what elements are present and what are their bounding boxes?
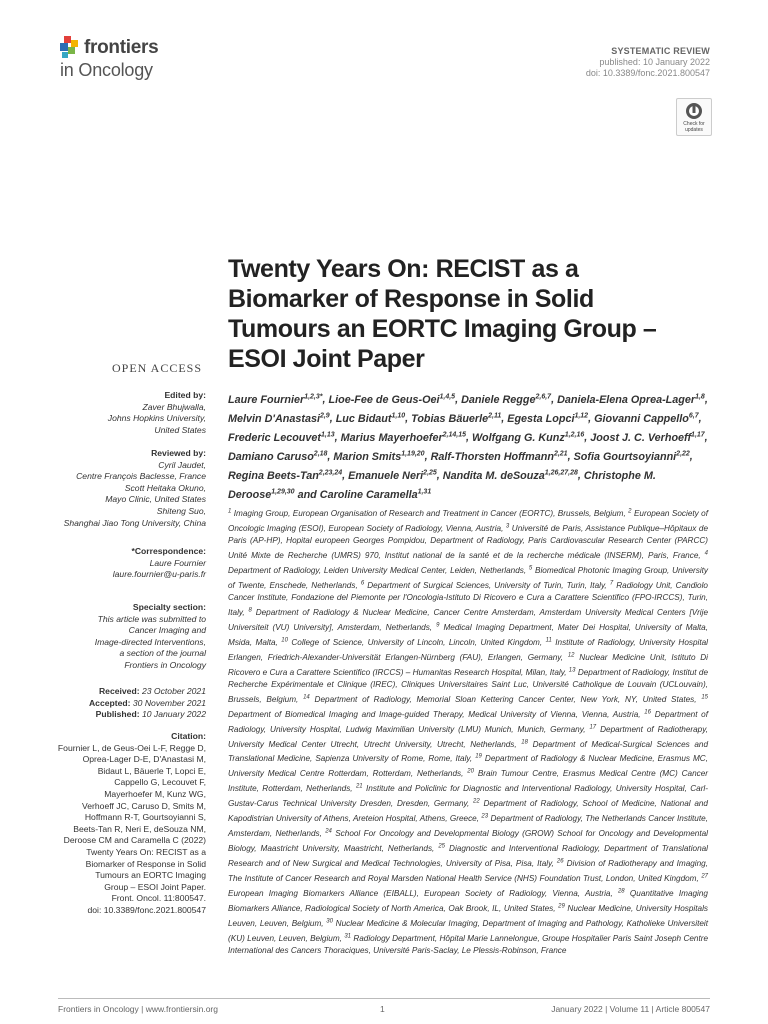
affiliation-number: 23 — [481, 813, 489, 820]
affiliation-marker: 2,22 — [676, 450, 690, 458]
affiliation-item: $^7$ Radiology Unit, Candiolo Cancer Institute, Fondazione del Piemonte per l'Oncologia-Istituto Di Ricovero e Cura a Carattere Scientifico (FPO-IRCCS), Turin, Italy, — [228, 579, 708, 617]
affiliation-number: 14 — [303, 693, 310, 700]
author-name[interactable]: Regina Beets-Tan$^{2,23,24}$ — [228, 469, 343, 482]
accepted-date: Accepted: 30 November 2021 — [88, 697, 206, 708]
author-name[interactable]: Egesta Lopci$^{1,12}$ — [507, 412, 589, 425]
author-name[interactable]: Daniele Regge$^{2,6,7}$ — [461, 393, 552, 406]
affiliation-item: $^5$ Biomedical Photonic Imaging Group, University of Twente, Enschede, Netherlands, — [228, 565, 709, 590]
citation-line: Group – ESOI Joint Paper. — [104, 881, 206, 892]
citation-line: Cappello G, Lecouvet F, — [114, 777, 206, 788]
affiliation-number: 3 — [505, 522, 510, 529]
author-name[interactable]: and Caroline Caramella$^{1,31}$ — [297, 488, 432, 502]
citation-line: doi: 10.3389/fonc.2021.800547 — [87, 904, 206, 915]
citation-section — [28, 731, 206, 917]
affiliation-number: 27 — [701, 873, 708, 880]
affiliation-number: 31 — [344, 932, 351, 939]
reviewer-line: Cyril Jaudet, — [158, 459, 206, 470]
affiliation-marker: 2,23,24 — [318, 469, 343, 477]
affiliation-marker: 1,8 — [695, 393, 705, 400]
affiliation-marker: 2,14,15 — [442, 431, 467, 439]
edited-by-label: Edited by: — [164, 390, 206, 400]
citation-line: Mayerhoefer M, Kunz WG, — [104, 788, 206, 799]
affiliation-number: 6 — [360, 579, 365, 586]
affiliation-marker: 1,31 — [417, 488, 432, 496]
dates-section — [28, 686, 206, 721]
affiliation-number: 16 — [644, 708, 651, 715]
affiliation-item: $^{27}$ European Imaging Biomarkers Alliance (EIBALL), European Society of Radiology, Vienna, Austria, — [228, 873, 708, 898]
author-name[interactable]: Ralf-Thorsten Hoffmann$^{2,21}$ — [430, 450, 568, 463]
specialty-line: Image-directed Interventions, — [94, 636, 206, 647]
affiliation-number: 1 — [228, 508, 232, 514]
received-date: Received: 23 October 2021 — [98, 686, 206, 696]
affiliation-item: $^{13}$ Department of Radiology, Institut de Recherche Expérimentale et Clinique (IREC), Cliniques Universitaires Saint Luc, Université Catholique de Louvain (UCLouvain), Brussels, Belgium, — [228, 666, 708, 704]
affiliation-number: 28 — [617, 888, 625, 895]
affiliation-marker: 1,13 — [321, 431, 335, 439]
specialty-section — [28, 602, 206, 672]
affiliation-marker: 1,2,3* — [304, 393, 323, 400]
author-name[interactable]: Joost J. C. Verhoeff$^{1,17}$ — [590, 431, 705, 444]
affiliation-item: $^{17}$ Department of Radiotherapy, University Medical Center Utrecht, Utrecht University, Utrecht, Netherlands, — [228, 723, 708, 749]
affiliation-item: $^{16}$ Department of Radiology, University Hospital, Ludwig Maximilian University (LMU) Munich, Munich, Germany, — [228, 708, 709, 734]
author-name[interactable]: Nandita M. deSouza$^{1,26,27,28}$ — [442, 469, 578, 482]
reviewer-line: Centre François Baclesse, France — [76, 471, 206, 482]
editor-line: United States — [154, 424, 206, 435]
affiliation-item: $^{29}$ Nuclear Medicine, University Hospitals Leuven, Leuven, Belgium, — [228, 903, 708, 928]
reviewer-line: Shanghai Jiao Tong University, China — [63, 517, 206, 528]
page-number: 1 — [380, 1004, 385, 1014]
affiliation-item: $^4$ Department of Radiology, Leiden University Medical Center, Leiden, Netherlands, — [228, 550, 708, 575]
affiliation-number: 21 — [355, 783, 363, 790]
affiliation-item: $^3$ Université de Paris, Assistance Publique–Hôpitaux de Paris (AP-HP), Hopital europeen Georges Pompidou, Department of Radiology, Paris Cardiovascular Research Center (PARCC) Unité Mixte de Recherche (UMRS) 970, Institut national de la santé et de la recherche médicale (INSERM), Paris, France, — [228, 522, 708, 560]
affiliation-number: 12 — [567, 651, 575, 658]
correspondence-name: Laure Fournier — [149, 557, 206, 568]
editor-line: Zaver Bhujwalla, — [142, 401, 206, 412]
affiliation-number: 18 — [521, 738, 528, 745]
citation-line: Bidaut L, Bäuerle T, Lopci E, — [97, 765, 206, 776]
affiliation-item: $^{25}$ Diagnostic and Interventional Radiology, Department of Translational Research and of New Surgical and Medical Technologies, University of Pisa, Pisa, Italy, — [228, 843, 708, 869]
affiliation-number: 19 — [475, 753, 482, 760]
citation-line: Tumours an EORTC Imaging — [95, 870, 206, 881]
editor-line: Johns Hopkins University, — [107, 413, 206, 424]
citation-line: Fournier L, de Geus-Oei L-F, Regge D, — [57, 742, 206, 753]
journal-logo[interactable] — [58, 34, 198, 82]
reviewed-by-label: Reviewed by: — [151, 448, 206, 458]
affiliation-number: 25 — [438, 843, 446, 850]
citation-line: Oprea-Lager D-E, D'Anastasi M, — [82, 754, 206, 765]
affiliation-marker: 1,10 — [391, 412, 406, 420]
author-name[interactable]: Frederic Lecouvet$^{1,13}$ — [228, 431, 335, 444]
author-name[interactable]: Daniela-Elena Oprea-Lager$^{1,8}$ — [557, 393, 705, 406]
affiliation-number: 29 — [558, 903, 565, 910]
affiliation-item: $^{18}$ Department of Medical-Surgical Sciences and Translational Medicine, Sapienza University of Rome, Rome, Italy, — [228, 738, 709, 764]
logo-word-frontiers: frontiers — [84, 37, 159, 58]
open-access-label: OPEN ACCESS — [112, 361, 203, 375]
affiliation-marker: 2,9 — [319, 412, 330, 420]
reviewer-line: Mayo Clinic, United States — [105, 494, 206, 505]
affiliation-item: $^{28}$ Quantitative Imaging Biomarkers Alliance, Radiological Society of North America, Oak Brook, IL, United States, — [228, 888, 708, 913]
author-name[interactable]: Christophe M. Deroose$^{1,29,30}$ — [228, 469, 656, 502]
correspondence-email-link[interactable]: laure.fournier@u-paris.fr — [112, 569, 206, 580]
footer-divider — [58, 998, 710, 999]
affiliations — [228, 505, 708, 957]
affiliation-marker: 1,2,16 — [564, 431, 585, 439]
affiliation-item: $^{31}$ Radiology Department, Hôpital Marie Lannelongue, Groupe Hospitalier Paris Saint Joseph Centre International des Cancers Thoraciques, Université Paris-Saclay, Le Plessis-Robinson, France — [228, 932, 709, 955]
affiliation-number: 26 — [556, 858, 564, 865]
citation-line: Verhoeff JC, Caruso D, Smits M, — [81, 800, 206, 811]
affiliation-item: $^{26}$ Division of Radiotherapy and Imaging, The Institute of Cancer Research and Royal Marsden National Health Service (NHS) Foundation Trust, London, United Kingdom, — [228, 858, 709, 883]
affiliation-item: $^{24}$ School For Oncology and Developmental Biology (GROW) School for Oncology and Developmental Biology, Maastricht University, Maastricht, Netherlands, — [228, 828, 708, 854]
affiliation-item: $^{14}$ Department of Radiology, Memorial Sloan Kettering Cancer Center, New York, NY, United States, — [303, 693, 697, 704]
affiliation-marker: 2,21 — [553, 450, 568, 458]
affiliation-number: 4 — [704, 550, 708, 557]
author-name[interactable]: Giovanni Cappello$^{6,7}$ — [594, 412, 699, 425]
footer-issue-info: January 2022 | Volume 11 | Article 800547 — [551, 1004, 710, 1014]
author-name[interactable]: Sofia Gourtsoyianni$^{2,22}$ — [573, 450, 690, 463]
affiliation-number: 15 — [701, 693, 709, 700]
affiliation-number: 13 — [568, 666, 576, 673]
affiliation-marker: 2,18 — [313, 450, 328, 458]
specialty-line: This article was submitted to — [97, 613, 206, 624]
check-for-updates-icon — [685, 102, 703, 120]
author-name[interactable]: Melvin D'Anastasi$^{2,9}$ — [228, 412, 330, 425]
affiliation-number: 11 — [545, 636, 552, 643]
published-date: published: 10 January 2022 — [599, 57, 710, 67]
affiliation-number: 17 — [589, 723, 597, 730]
affiliation-number: 5 — [528, 565, 533, 572]
author-name[interactable]: Wolfgang G. Kunz$^{1,2,16}$ — [472, 431, 585, 444]
article-type: SYSTEMATIC REVIEW — [611, 46, 710, 56]
published-date-sidebar: Published: 10 January 2022 — [95, 709, 206, 720]
author-name[interactable]: Marius Mayerhoefer$^{2,14,15}$ — [340, 431, 467, 444]
citation-line: Deroose CM and Caramella C (2022) — [63, 835, 206, 846]
author-name[interactable]: Tobias Bäuerle$^{2,11}$ — [411, 412, 502, 425]
affiliation-marker: 1,12 — [574, 412, 589, 420]
specialty-section-label: Specialty section: — [132, 602, 206, 612]
check-for-updates-label: Check for updates — [683, 121, 705, 133]
affiliation-marker: 2,25 — [423, 469, 437, 477]
affiliation-item: $^{12}$ Nuclear Medicine Unit, Istituto Di Ricovero e Cura a Carattere Scientifico (IRCCS) – Humanitas Research Hospital, Milan, Italy, — [228, 651, 708, 677]
specialty-line: Frontiers in Oncology — [124, 659, 206, 670]
reviewer-line: Shiteng Suo, — [156, 505, 206, 516]
affiliation-marker: 1,4,5 — [439, 393, 456, 400]
affiliation-marker: 1,29,30 — [271, 488, 295, 496]
citation-line: Front. Oncol. 11:800547. — [111, 893, 206, 904]
affiliation-marker: 6,7 — [688, 412, 699, 420]
affiliation-item: $^9$ Medical Imaging Department, Mater Dei Hospital, University of Malta, Msida, Malta, — [228, 622, 708, 647]
author-name[interactable]: Luc Bidaut$^{1,10}$ — [335, 412, 406, 425]
affiliation-item: $^2$ European Society of Oncologic Imaging (ESOI), European Society of Radiology, Vienna, Austria, — [228, 508, 708, 533]
affiliation-number: 30 — [326, 918, 333, 925]
affiliation-marker: 2,11 — [488, 412, 502, 420]
author-name[interactable]: Lioe-Fee de Geus-Oei$^{1,4,5}$ — [328, 393, 456, 406]
doi-link[interactable]: doi: 10.3389/fonc.2021.800547 — [585, 68, 710, 78]
author-name[interactable]: Laure Fournier$^{1,2,3*}$ — [228, 393, 323, 406]
specialty-line: a section of the journal — [119, 648, 206, 659]
affiliation-item: $^8$ Department of Radiology & Nuclear Medicine, Cancer Centre Amsterdam, Amsterdam University Medical Centers [Vrije Universiteit (VU) University], Amsterdam, Netherlands, — [228, 607, 708, 632]
citation-line: Beets-Tan R, Neri E, deSouza NM, — [73, 823, 206, 834]
affiliation-number: 22 — [473, 798, 480, 805]
author-list: Laure Fournier$^{1,2,3*}$, Lioe-Fee de Geus-Oei$^{1,4,5}$, Daniele Regge$^{2,6,7}$, Daniela-Elena Oprea-Lager$^{1,8}$, Melvin D'Anastasi$^{2,9}$, Luc Bidaut$^{1,10}$, Tobias Bäuerle$^{2,11}$, Egesta Lopci$^{1,12}$, Giovanni Cappello$^{6,7}$, Frederic Lecouvet$^{1,13}$, Marius Mayerhoefer$^{2,14,15}$, Wolfgang G. Kunz$^{1,2,16}$, Joost J. C. Verhoeff$^{1,17}$, Damiano Caruso$^{2,18}$, Marion Smits$^{1,19,20}$, Ralf-Thorsten Hoffmann$^{2,21}$, Sofia Gourtsoyianni$^{2,22}$, Regina Beets-Tan$^{2,23,24}$, Emanuele Neri$^{2,25}$, Nandita M. deSouza$^{1,26,27,28}$, Christophe M. Deroose$^{1,29,30}$ and Caroline Caramella$^{1,31}$ — [228, 393, 708, 502]
affiliation-item: $^{19}$ Department of Radiology & Nuclear Medicine, Erasmus MC, University Medical Centre Rotterdam, Rotterdam, Netherlands, — [228, 753, 708, 779]
reviewer-line: Scott Heitaka Okuno, — [124, 482, 206, 493]
article-title: Twenty Years On: RECIST as a Biomarker of Response in Solid Tumours an EORTC Imaging Group – ESOI Joint Paper — [228, 255, 657, 373]
affiliation-number: 20 — [467, 768, 474, 775]
affiliation-number: 7 — [609, 579, 614, 586]
affiliation-item: $^{21}$ Institute and Policlinic for Diagnostic and Interventional Radiology, University Hospital, Carl-Gustav-Carus Technical University Dresden, Dresden, Germany, — [228, 783, 708, 809]
affiliation-marker: 1,17 — [691, 431, 705, 439]
author-name[interactable]: Damiano Caruso$^{2,18}$ — [228, 450, 328, 463]
affiliation-item: $^{15}$ Department of Biomedical Imaging and Image-guided Therapy, Medical University of Vienna, Vienna, Austria, — [228, 693, 709, 719]
affiliation-item: $^{10}$ College of Science, University of Lincoln, Lincoln, United Kingdom, — [281, 636, 543, 647]
affiliation-marker: 2,6,7 — [535, 393, 552, 400]
affiliation-item: $^{22}$ Department of Radiology, School of Medicine, National and Kapodistrian University of Athens, Areteion Hospital, Athens, Greece, — [228, 798, 708, 824]
affiliation-item: $^1$ Imaging Group, European Organisation of Research and Treatment in Cancer (EORTC), Brussels, Belgium, — [228, 508, 626, 518]
affiliation-number: 24 — [325, 828, 332, 835]
affiliation-number: 10 — [281, 636, 288, 643]
correspondence-section — [28, 546, 206, 581]
affiliation-marker: 1,26,27,28 — [544, 469, 578, 477]
affiliation-item: $^{23}$ Department of Radiology, The Netherlands Cancer Institute, Amsterdam, Netherlands, — [228, 813, 708, 839]
citation-line: Twenty Years On: RECIST as a — [86, 846, 206, 857]
affiliation-number: 2 — [628, 508, 632, 514]
frontiers-logo-icon — [58, 36, 80, 60]
citation-line: Hoffmann R-T, Gourtsoyianni S, — [84, 812, 206, 823]
affiliation-item: $^6$ Department of Surgical Sciences, University of Turin, Turin, Italy, — [360, 579, 607, 590]
affiliation-number: 9 — [436, 622, 440, 629]
footer-journal-link[interactable]: Frontiers in Oncology | www.frontiersin.org — [58, 1004, 218, 1014]
affiliation-number: 8 — [248, 607, 252, 614]
correspondence-label: *Correspondence: — [131, 546, 206, 556]
affiliation-item: $^{11}$ Institute of Radiology, University Hospital Erlangen, Friedrich-Alexander-Universität Erlangen-Nürnberg (FAU), Erlangen, Germany, — [228, 636, 708, 662]
check-for-updates-button[interactable] — [676, 98, 712, 136]
citation-line: Biomarker of Response in Solid — [85, 858, 206, 869]
author-name[interactable]: Marion Smits$^{1,19,20}$ — [333, 450, 425, 463]
affiliation-item: $^{30}$ Nuclear Medicine & Molecular Imaging, Department of Imaging and Pathology, Katholieke Universiteit (KU) Leuven, Leuven, Belgium, — [228, 918, 708, 943]
affiliation-item: $^{20}$ Brain Tumour Centre, Erasmus Medical Centre (MC) Cancer Institute, Rotterdam, Netherlands, — [228, 768, 708, 794]
reviewed-by-section — [28, 448, 206, 529]
edited-by-section — [28, 390, 206, 436]
affiliation-marker: 1,19,20 — [401, 450, 425, 458]
specialty-line: Cancer Imaging and — [128, 625, 206, 636]
citation-label: Citation: — [171, 731, 206, 741]
author-name[interactable]: Emanuele Neri$^{2,25}$ — [348, 469, 437, 482]
logo-word-journal: in Oncology — [60, 60, 153, 80]
